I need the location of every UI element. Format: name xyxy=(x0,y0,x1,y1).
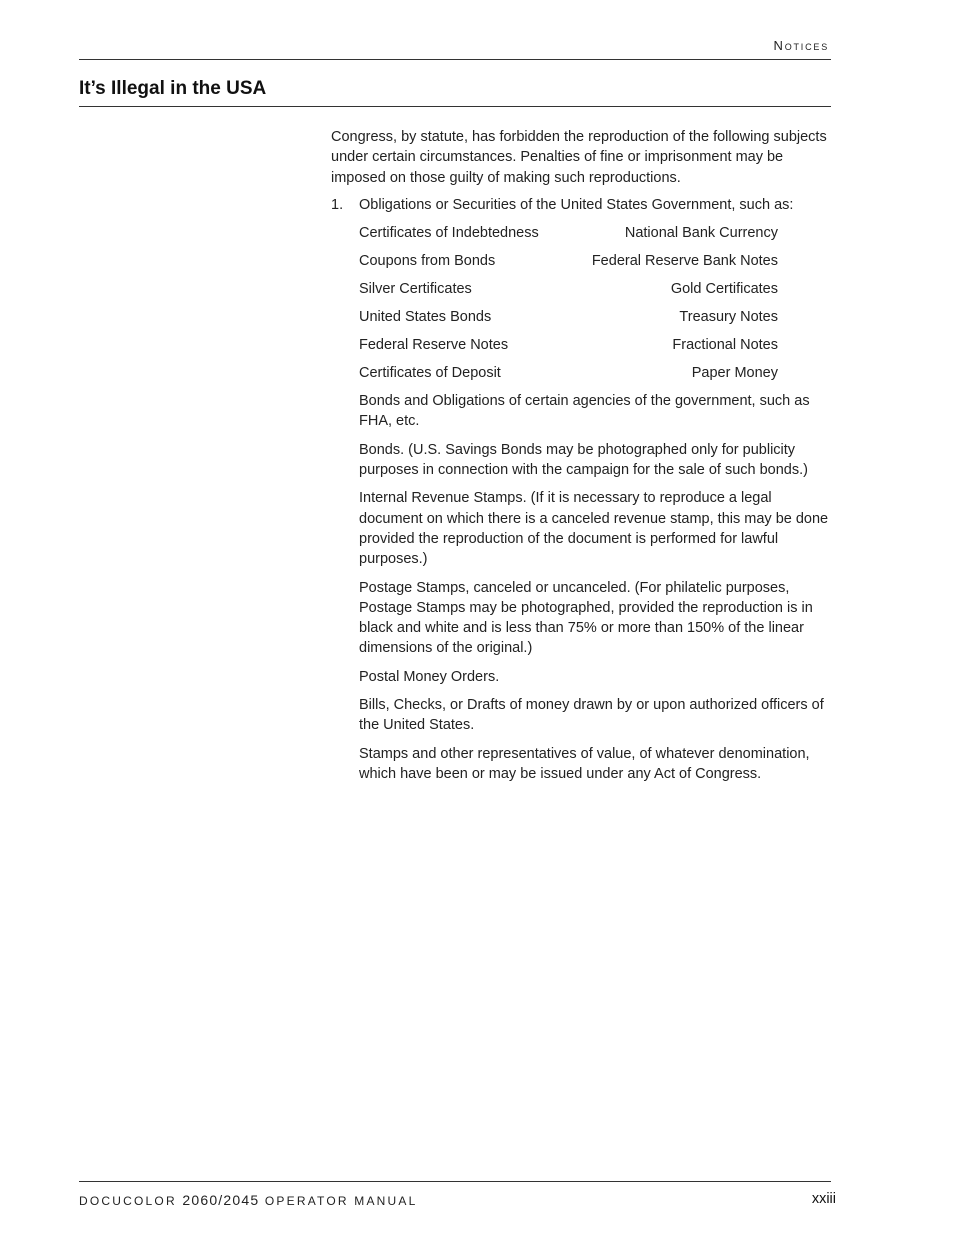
item-text: Obligations or Securities of the United States Government, such as: xyxy=(359,196,794,213)
section-title: It’s Illegal in the USA xyxy=(79,78,267,99)
intro-paragraph: Congress, by statute, has forbidden the reproduction of the following subjects under certain circumstances. Penalties of fine or imprisonment may be imposed on those guilty of making such reproductions. xyxy=(331,129,827,186)
footer-product: DOCUCOLOR xyxy=(79,1194,177,1208)
detail-paragraph: Bonds. (U.S. Savings Bonds may be photographed only for publicity purposes in connection with the campaign for the sale of such bonds.) xyxy=(359,441,808,479)
securities-row xyxy=(359,279,778,299)
running-header: Notices xyxy=(773,38,829,53)
item-1-details xyxy=(359,223,831,784)
securities-list xyxy=(359,223,778,383)
securities-right: Federal Reserve Bank Notes xyxy=(591,253,778,270)
header-rule xyxy=(79,59,831,60)
page-number: xxiii xyxy=(811,1191,836,1207)
securities-row xyxy=(359,307,778,327)
footer-rule xyxy=(79,1181,831,1182)
securities-right: Gold Certificates xyxy=(670,281,778,298)
detail-paragraph: Bonds and Obligations of certain agencies of the government, such as FHA, etc. xyxy=(359,393,810,430)
detail-paragraph: Postage Stamps, canceled or uncanceled. (For philatelic purposes, Postage Stamps may be photographed, provided the reproduction is in black and white and is less than 75% or more than 150% of the linear dimensions of the original.) xyxy=(359,579,813,657)
body-content xyxy=(331,127,831,792)
detail-paragraph: Postal Money Orders. xyxy=(359,668,500,685)
securities-right: Treasury Notes xyxy=(679,309,778,326)
securities-row xyxy=(359,251,778,271)
title-rule xyxy=(79,106,831,107)
securities-right: Paper Money xyxy=(691,365,778,382)
footer-doc-type: OPERATOR MANUAL xyxy=(264,1194,418,1208)
numbered-item-1 xyxy=(331,195,831,215)
securities-right: National Bank Currency xyxy=(624,225,778,242)
footer-manual-title xyxy=(79,1192,417,1208)
securities-row xyxy=(359,363,778,383)
footer-model: 2060/2045 xyxy=(182,1192,260,1208)
securities-row xyxy=(359,335,778,355)
securities-left: Coupons from Bonds xyxy=(359,253,496,270)
securities-left: Silver Certificates xyxy=(359,281,472,298)
securities-left: United States Bonds xyxy=(359,309,492,326)
securities-row xyxy=(359,223,778,243)
item-number: 1. xyxy=(331,196,344,213)
detail-paragraph: Stamps and other representatives of value, of whatever denomination, which have been or may be issued under any Act of Congress. xyxy=(359,745,810,782)
securities-left: Certificates of Indebtedness xyxy=(359,225,539,242)
securities-left: Certificates of Deposit xyxy=(359,365,501,382)
securities-right: Fractional Notes xyxy=(672,337,778,354)
securities-left: Federal Reserve Notes xyxy=(359,337,509,354)
detail-paragraph: Internal Revenue Stamps. (If it is necessary to reproduce a legal document on which there is a canceled revenue stamp, this may be done provided the reproduction of the document is performed for lawful purposes.) xyxy=(359,490,829,568)
detail-paragraph: Bills, Checks, or Drafts of money drawn by or upon authorized officers of the United States. xyxy=(359,697,824,734)
